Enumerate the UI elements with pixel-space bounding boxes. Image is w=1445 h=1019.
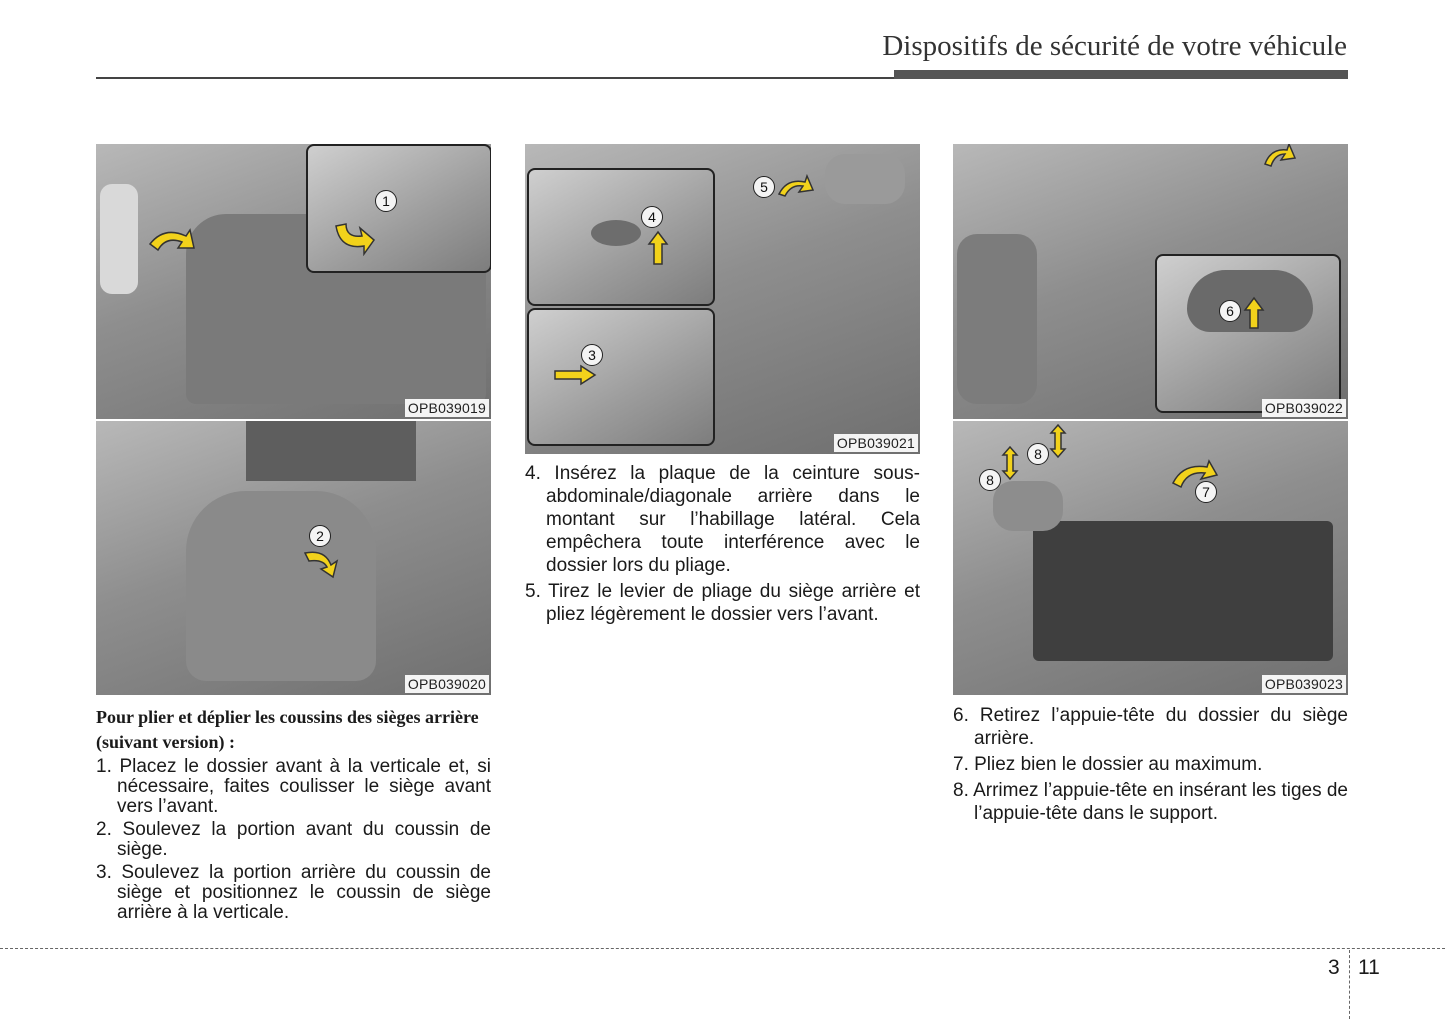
yellow-arrow-icon	[1169, 459, 1219, 489]
figure-opb039021	[525, 144, 920, 454]
figure-inset	[527, 168, 715, 306]
yellow-arrow-icon	[647, 230, 669, 266]
figure-code: OPB039022	[1262, 399, 1346, 417]
page-number: 11	[1358, 956, 1380, 979]
yellow-arrow-icon	[146, 224, 196, 256]
step-7: 7. Pliez bien le dossier au maximum.	[953, 754, 1263, 775]
figure-code: OPB039023	[1262, 675, 1346, 693]
figure-code: OPB039021	[834, 434, 918, 452]
header-rule-accent	[894, 70, 1348, 79]
step-3: 3. Soulevez la portion arrière du coussin de siège et positionnez le coussin de siège arrière à la verticale.	[96, 862, 491, 923]
figure-opb039023	[953, 421, 1348, 695]
yellow-arrow-icon	[301, 545, 341, 579]
figure-opb039019	[96, 144, 491, 419]
page-number-separator	[1349, 950, 1350, 1019]
yellow-arrow-icon	[1261, 144, 1297, 168]
callout-badge: 6	[1219, 300, 1241, 322]
figure-code: OPB039020	[405, 675, 489, 693]
header-rule	[96, 77, 894, 79]
footer-rule	[0, 948, 1445, 949]
figure-inset	[306, 144, 491, 273]
page-header-title: Dispositifs de sécurité de votre véhicule	[882, 30, 1347, 62]
door-panel-shape	[246, 421, 416, 481]
figure-opb039020	[96, 421, 491, 695]
callout-badge: 7	[1195, 481, 1217, 503]
headrest-shape	[993, 481, 1063, 531]
callout-badge: 1	[375, 190, 397, 212]
yellow-arrow-icon	[1243, 296, 1265, 330]
step-1: 1. Placez le dossier avant à la verticale et, si nécessaire, faites coulisser le siège avant vers l’avant.	[96, 756, 491, 817]
step-8: 8. Arrimez l’appuie-tête en insérant les tiges de l’appuie-tête dans le support.	[953, 780, 1348, 824]
callout-badge: 2	[309, 525, 331, 547]
figure-opb039022	[953, 144, 1348, 419]
yellow-arrow-icon	[775, 174, 815, 200]
step-2: 2. Soulevez la portion avant du coussin de siège.	[96, 819, 491, 860]
cup-holder-shape	[100, 184, 138, 294]
figure-inset	[527, 308, 715, 446]
seat-back-shape	[957, 234, 1037, 404]
callout-badge: 8	[979, 469, 1001, 491]
figure-code: OPB039019	[405, 399, 489, 417]
buckle-knob-shape	[591, 220, 641, 246]
headrest-shape	[825, 154, 905, 204]
yellow-arrow-icon	[1049, 423, 1067, 459]
middle-column-text	[525, 462, 920, 629]
section-heading: Pour plier et déplier les coussins des sièges arrière (suivant version) :	[96, 707, 479, 752]
right-column-text	[953, 704, 1348, 828]
left-column-text	[96, 705, 491, 926]
step-6: 6. Retirez l’appuie-tête du dossier du siège arrière.	[953, 705, 1348, 749]
callout-badge: 3	[581, 344, 603, 366]
step-4: 4. Insérez la plaque de la ceinture sous-abdominale/diagonale arrière dans le montant sur l’habillage latéral. Cela empêchera toute interférence avec le dossier lors du pliage.	[525, 463, 920, 576]
cargo-floor-shape	[1033, 521, 1333, 661]
yellow-arrow-icon	[1001, 445, 1019, 481]
callout-badge: 8	[1027, 443, 1049, 465]
figure-inset	[1155, 254, 1341, 413]
callout-badge: 5	[753, 176, 775, 198]
seat-back-shape	[186, 491, 376, 681]
step-5: 5. Tirez le levier de pliage du siège arrière et pliez légèrement le dossier vers l’avant.	[525, 581, 920, 625]
chapter-number: 3	[1328, 956, 1340, 979]
yellow-arrow-icon	[330, 216, 376, 256]
callout-badge: 4	[641, 206, 663, 228]
yellow-arrow-icon	[553, 364, 597, 386]
